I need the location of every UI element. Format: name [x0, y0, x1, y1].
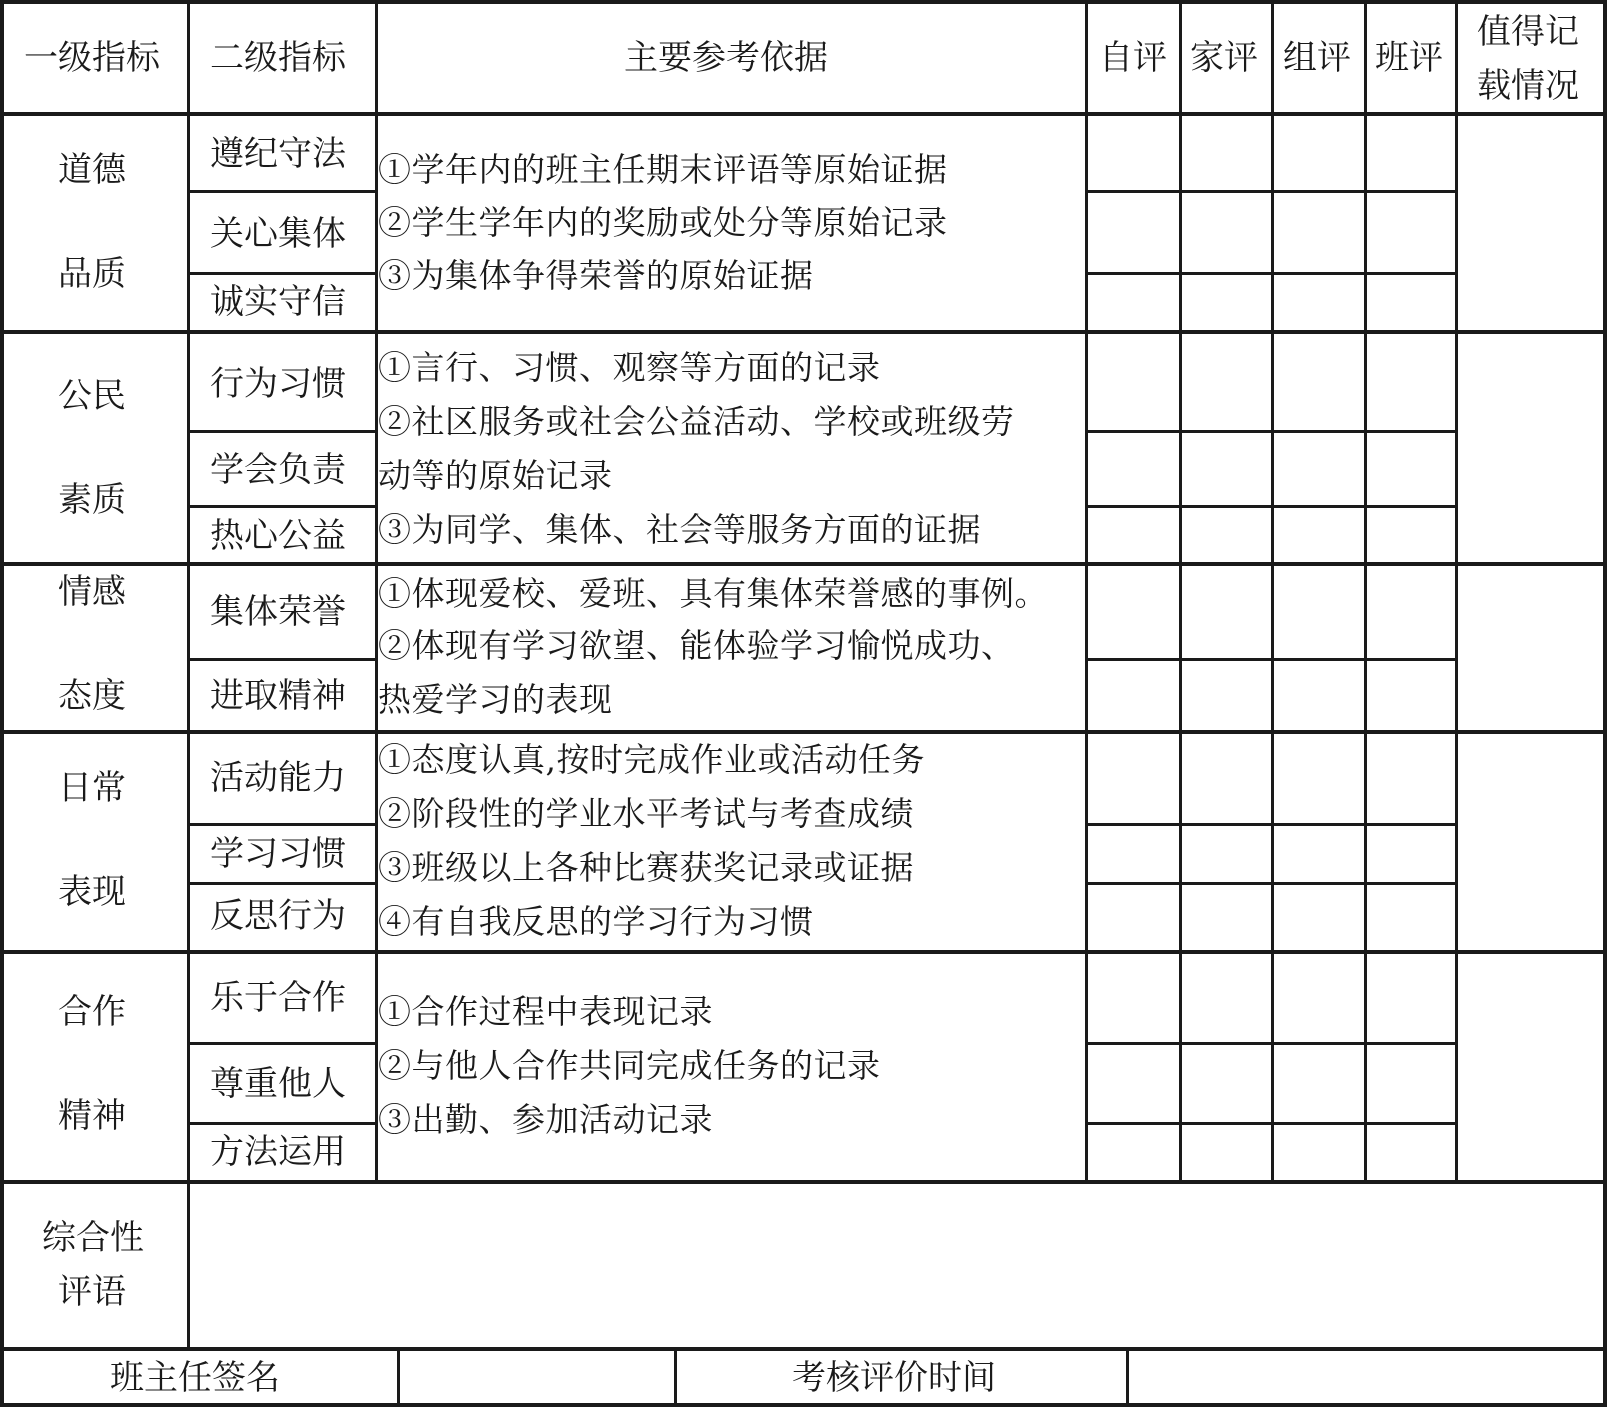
notable-record-cell[interactable]	[1458, 334, 1603, 562]
group-score-cell[interactable]	[1274, 954, 1364, 1042]
group-score-cell[interactable]	[1274, 566, 1364, 658]
section5-item: 尊重他人	[210, 1064, 346, 1104]
self-score-cell[interactable]	[1088, 334, 1179, 430]
family-score-cell[interactable]	[1182, 954, 1271, 1042]
group-score-cell[interactable]	[1274, 334, 1364, 430]
class-score-cell[interactable]	[1367, 433, 1455, 505]
section5-ref: ③出勤、参加活动记录	[378, 1100, 713, 1139]
rule-footer-2	[674, 1349, 677, 1405]
group-score-cell[interactable]	[1274, 433, 1364, 505]
section2-ref: 动等的原始记录	[378, 456, 613, 495]
self-score-cell[interactable]	[1088, 508, 1179, 562]
header-family: 家评	[1190, 38, 1258, 78]
section1-level1-line2: 品质	[58, 254, 126, 294]
assessment-time-label: 考核评价时间	[792, 1358, 996, 1398]
class-score-cell[interactable]	[1367, 885, 1455, 950]
section4-item: 活动能力	[210, 758, 346, 798]
family-score-cell[interactable]	[1182, 1045, 1271, 1122]
assessment-time-field[interactable]	[1129, 1351, 1603, 1403]
section2-ref: ①言行、习惯、观察等方面的记录	[378, 348, 881, 387]
self-score-cell[interactable]	[1088, 826, 1179, 882]
section2-item: 热心公益	[210, 516, 346, 556]
family-score-cell[interactable]	[1182, 334, 1271, 430]
section2-level1-line2: 素质	[58, 480, 126, 520]
section2-ref: ②社区服务或社会公益活动、学校或班级劳	[378, 402, 1015, 441]
class-score-cell[interactable]	[1367, 508, 1455, 562]
header-notable-line1: 值得记	[1477, 12, 1579, 52]
section4-item: 学习习惯	[210, 834, 346, 874]
self-score-cell[interactable]	[1088, 116, 1179, 190]
header-level2: 二级指标	[210, 38, 346, 78]
rule-sub	[188, 1042, 376, 1045]
self-score-cell[interactable]	[1088, 433, 1179, 505]
section5-ref: ①合作过程中表现记录	[378, 992, 713, 1031]
rule-right	[1603, 0, 1607, 1407]
summary-label-line2: 评语	[58, 1272, 126, 1312]
class-score-cell[interactable]	[1367, 116, 1455, 190]
group-score-cell[interactable]	[1274, 885, 1364, 950]
rule-sub	[188, 882, 376, 885]
group-score-cell[interactable]	[1274, 1125, 1364, 1180]
header-level1: 一级指标	[24, 38, 160, 78]
section2-item: 学会负责	[210, 450, 346, 490]
section1-ref: ①学年内的班主任期末评语等原始证据	[378, 150, 948, 189]
group-score-cell[interactable]	[1274, 275, 1364, 330]
rule-sub	[188, 1122, 376, 1125]
class-score-cell[interactable]	[1367, 954, 1455, 1042]
section2-item: 行为习惯	[210, 364, 346, 404]
self-score-cell[interactable]	[1088, 566, 1179, 658]
section1-ref: ③为集体争得荣誉的原始证据	[378, 256, 814, 295]
summary-label-line1: 综合性	[42, 1218, 144, 1258]
family-score-cell[interactable]	[1182, 193, 1271, 272]
rule-sub	[188, 190, 376, 193]
self-score-cell[interactable]	[1088, 734, 1179, 823]
class-score-cell[interactable]	[1367, 734, 1455, 823]
notable-record-cell[interactable]	[1458, 116, 1603, 330]
section3-level1-line2: 态度	[58, 676, 126, 716]
section5-ref: ②与他人合作共同完成任务的记录	[378, 1046, 881, 1085]
self-score-cell[interactable]	[1088, 1125, 1179, 1180]
self-score-cell[interactable]	[1088, 885, 1179, 950]
header-basis: 主要参考依据	[624, 38, 828, 78]
self-score-cell[interactable]	[1088, 1045, 1179, 1122]
section1-item: 诚实守信	[210, 282, 346, 322]
section1-level1-line1: 道德	[58, 150, 126, 190]
class-score-cell[interactable]	[1367, 826, 1455, 882]
header-group: 组评	[1283, 38, 1351, 78]
class-score-cell[interactable]	[1367, 334, 1455, 430]
section4-level1-line2: 表现	[58, 872, 126, 912]
class-score-cell[interactable]	[1367, 275, 1455, 330]
group-score-cell[interactable]	[1274, 1045, 1364, 1122]
section3-level1-line1: 情感	[58, 572, 126, 612]
family-score-cell[interactable]	[1182, 116, 1271, 190]
section4-level1-line1: 日常	[58, 768, 126, 808]
teacher-signature-label: 班主任签名	[110, 1358, 280, 1398]
section4-ref: ④有自我反思的学习行为习惯	[378, 902, 814, 941]
section4-ref: ③班级以上各种比赛获奖记录或证据	[378, 848, 914, 887]
group-score-cell[interactable]	[1274, 826, 1364, 882]
rule-sub	[188, 823, 376, 826]
header-self: 自评	[1099, 38, 1167, 78]
family-score-cell[interactable]	[1182, 433, 1271, 505]
self-score-cell[interactable]	[1088, 193, 1179, 272]
family-score-cell[interactable]	[1182, 566, 1271, 658]
class-score-cell[interactable]	[1367, 1045, 1455, 1122]
header-class: 班评	[1375, 38, 1443, 78]
group-score-cell[interactable]	[1274, 508, 1364, 562]
notable-record-cell[interactable]	[1458, 734, 1603, 950]
rule-bottom	[0, 1403, 1607, 1407]
class-score-cell[interactable]	[1367, 193, 1455, 272]
summary-comment-field[interactable]	[190, 1184, 1603, 1347]
group-score-cell[interactable]	[1274, 193, 1364, 272]
section4-ref: ②阶段性的学业水平考试与考查成绩	[378, 794, 914, 833]
rule-col1	[187, 0, 190, 1349]
section5-level1-line1: 合作	[58, 992, 126, 1032]
class-score-cell[interactable]	[1367, 566, 1455, 658]
rule-sub	[188, 272, 376, 275]
section1-item: 关心集体	[210, 214, 346, 254]
family-score-cell[interactable]	[1182, 661, 1271, 730]
section5-item: 乐于合作	[210, 978, 346, 1018]
self-score-cell[interactable]	[1088, 954, 1179, 1042]
section2-level1-line1: 公民	[58, 376, 126, 416]
rule-sub	[188, 658, 376, 661]
self-score-cell[interactable]	[1088, 275, 1179, 330]
group-score-cell[interactable]	[1274, 116, 1364, 190]
rule-sub	[188, 505, 376, 508]
section4-item: 反思行为	[210, 896, 346, 936]
family-score-cell[interactable]	[1182, 275, 1271, 330]
family-score-cell[interactable]	[1182, 508, 1271, 562]
notable-record-cell[interactable]	[1458, 954, 1603, 1180]
section5-level1-line2: 精神	[58, 1096, 126, 1136]
section5-item: 方法运用	[210, 1132, 346, 1172]
family-score-cell[interactable]	[1182, 734, 1271, 823]
section3-ref: ①体现爱校、爱班、具有集体荣誉感的事例。	[378, 574, 1048, 613]
class-score-cell[interactable]	[1367, 661, 1455, 730]
notable-record-cell[interactable]	[1458, 566, 1603, 730]
family-score-cell[interactable]	[1182, 1125, 1271, 1180]
group-score-cell[interactable]	[1274, 734, 1364, 823]
group-score-cell[interactable]	[1274, 661, 1364, 730]
section1-item: 遵纪守法	[210, 134, 346, 174]
section3-item: 进取精神	[210, 676, 346, 716]
section2-ref: ③为同学、集体、社会等服务方面的证据	[378, 510, 981, 549]
rule-sub	[188, 430, 376, 433]
section4-ref: ①态度认真,按时完成作业或活动任务	[378, 740, 925, 779]
rule-left	[0, 0, 4, 1407]
header-notable-line2: 载情况	[1477, 66, 1579, 106]
section3-ref: ②体现有学习欲望、能体验学习愉悦成功、	[378, 626, 1015, 665]
teacher-signature-field[interactable]	[400, 1351, 674, 1403]
class-score-cell[interactable]	[1367, 1125, 1455, 1180]
family-score-cell[interactable]	[1182, 885, 1271, 950]
family-score-cell[interactable]	[1182, 826, 1271, 882]
section3-ref: 热爱学习的表现	[378, 680, 613, 719]
section1-ref: ②学生学年内的奖励或处分等原始记录	[378, 203, 948, 242]
self-score-cell[interactable]	[1088, 661, 1179, 730]
section3-item: 集体荣誉	[210, 592, 346, 632]
